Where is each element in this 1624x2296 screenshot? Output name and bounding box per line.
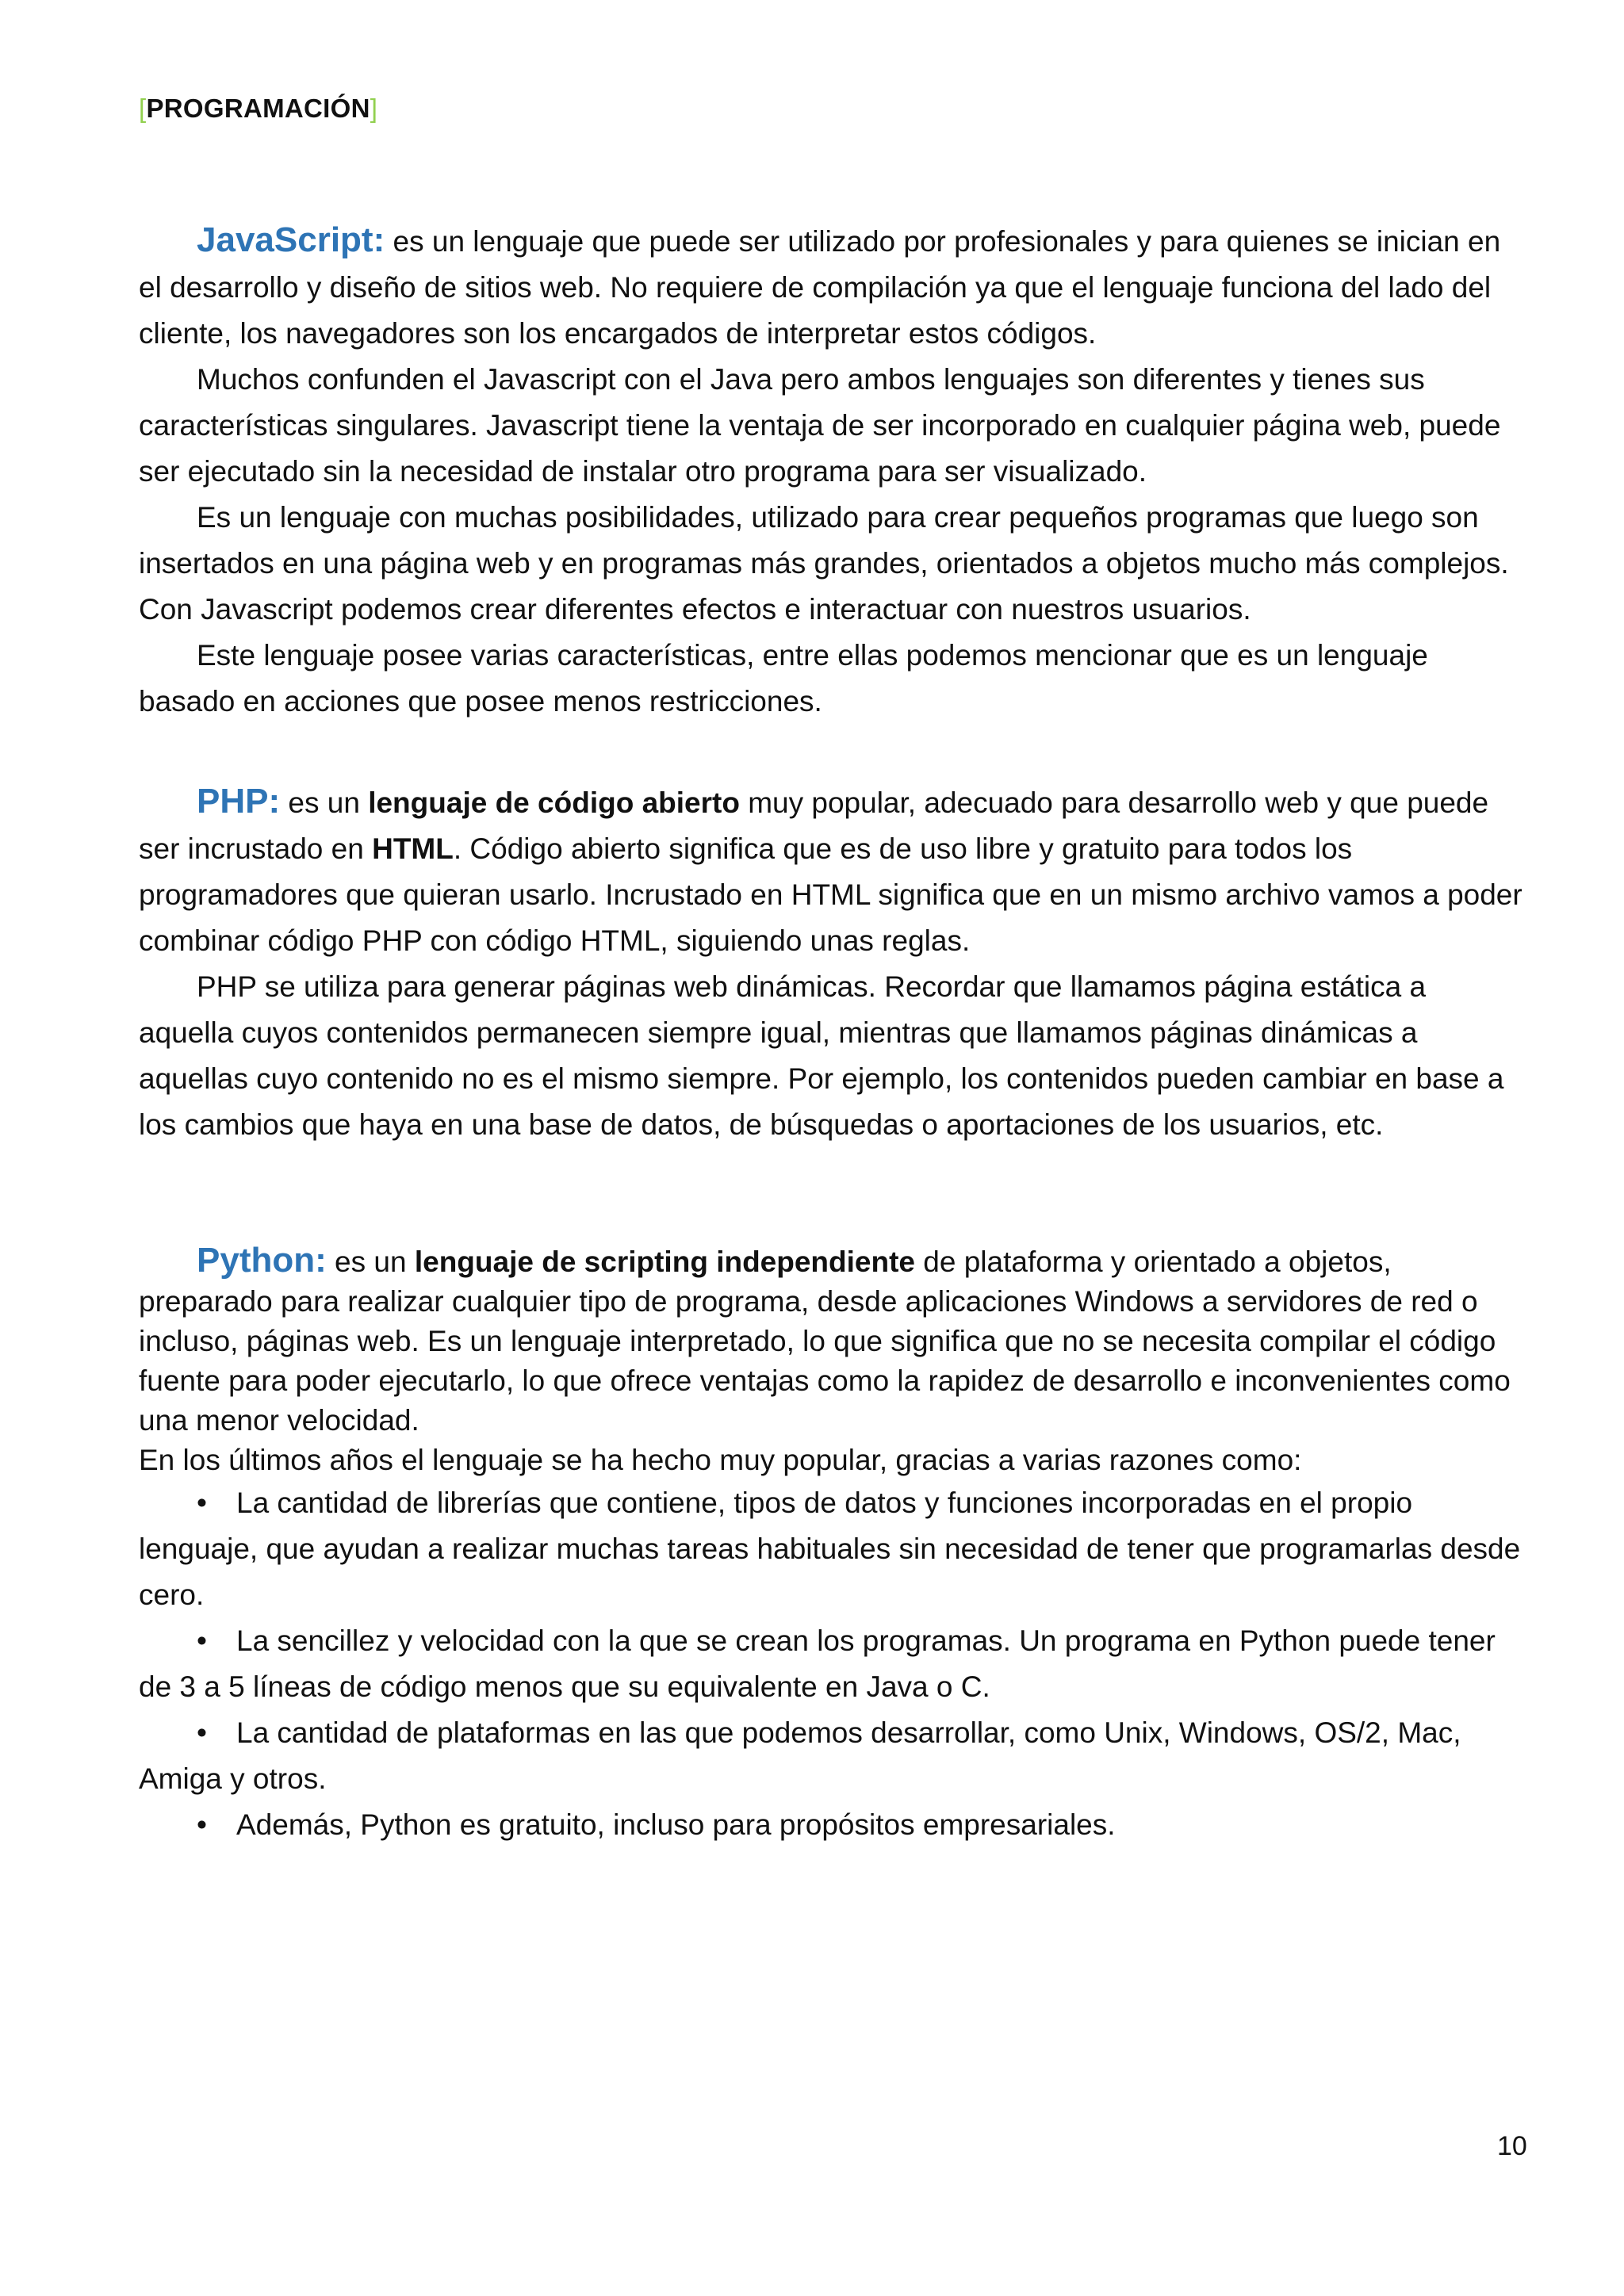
python-bold-scripting: lenguaje de scripting independiente <box>414 1246 915 1278</box>
bullet-icon: • <box>197 1716 207 1749</box>
list-item <box>139 1802 1522 1848</box>
list-item-text: La cantidad de librerías que contiene, tipos de datos y funciones incorporadas en el propio lenguaje, que ayudan a realizar muchas tareas habituales sin necesidad de tener que programarlas desde cero. <box>139 1487 1521 1611</box>
php-p1-text-a: es un <box>280 786 369 819</box>
javascript-section <box>139 217 1522 725</box>
list-item-text: La cantidad de plataformas en las que podemos desarrollar, como Unix, Windows, OS/2, Mac, Amiga y otros. <box>139 1716 1461 1795</box>
php-bold-open-source: lenguaje de código abierto <box>368 786 740 819</box>
header-bracket-close: ] <box>370 94 378 123</box>
php-section <box>139 779 1522 1148</box>
python-p1-text-b: de plataforma y orientado a objetos, preparado para realizar cualquier tipo de programa, desde aplicaciones Windows a servidores de red o incluso, páginas web. Es un lenguaje interpretado, lo que significa que no se necesita compilar el código fuente para poder ejecutarlo, lo que ofrece ventajas como la rapidez de desarrollo e inconvenientes como una menor velocidad. <box>139 1246 1511 1437</box>
php-bold-html: HTML <box>372 832 454 865</box>
php-paragraph-1 <box>139 779 1522 964</box>
python-p1-text-a: es un <box>326 1246 415 1278</box>
list-item-text: La sencillez y velocidad con la que se crean los programas. Un programa en Python puede tener de 3 a 5 líneas de código menos que su equivalente en Java o C. <box>139 1624 1496 1703</box>
list-item <box>139 1618 1522 1710</box>
python-paragraph-1 <box>139 1241 1522 1441</box>
php-p1-text-b: muy popular, adecuado para desarrollo web y que puede ser incrustado en <box>139 786 1489 865</box>
list-item <box>139 1480 1522 1618</box>
python-section <box>139 1241 1522 1848</box>
header-label: PROGRAMACIÓN <box>146 94 370 123</box>
list-item <box>139 1710 1522 1802</box>
javascript-p1-text: es un lenguaje que puede ser utilizado por profesionales y para quienes se inician en el desarrollo y diseño de sitios web. No requiere de compilación ya que el lenguaje funciona del lado del cliente, los navegadores son los encargados de interpretar estos códigos. <box>139 225 1501 350</box>
header-bracket-open: [ <box>139 94 147 123</box>
python-term: Python: <box>197 1241 327 1280</box>
javascript-paragraph-3: Es un lenguaje con muchas posibilidades, utilizado para crear pequeños programas que luego son insertados en una página web y en programas más grandes, orientados a objetos mucho más complejos. Con Javascript podemos crear diferentes efectos e interactuar con nuestros usuarios. <box>139 501 1509 626</box>
php-p1-text-c: . Código abierto significa que es de uso libre y gratuito para todos los programadores que quieran usarlo. Incrustado en HTML significa que en un mismo archivo vamos a poder combinar código PHP con código HTML, siguiendo unas reglas. <box>139 832 1522 957</box>
javascript-term: JavaScript: <box>197 220 385 259</box>
running-header <box>139 94 377 124</box>
python-reasons-list <box>139 1480 1522 1848</box>
javascript-paragraph-2: Muchos confunden el Javascript con el Java pero ambos lenguajes son diferentes y tienes sus características singulares. Javascript tiene la ventaja de ser incorporado en cualquier página web, puede ser ejecutado sin la necesidad de instalar otro programa para ser visualizado. <box>139 363 1501 488</box>
python-paragraph-2: En los últimos años el lenguaje se ha hecho muy popular, gracias a varias razones como: <box>139 1444 1302 1476</box>
php-term: PHP: <box>197 782 281 821</box>
bullet-icon: • <box>197 1624 207 1657</box>
bullet-icon: • <box>197 1487 207 1519</box>
javascript-paragraph-4: Este lenguaje posee varias características, entre ellas podemos mencionar que es un lenguaje basado en acciones que posee menos restricciones. <box>139 639 1428 718</box>
javascript-paragraph-1 <box>139 217 1522 357</box>
page-number: 10 <box>1497 2131 1527 2161</box>
list-item-text: Además, Python es gratuito, incluso para propósitos empresariales. <box>236 1808 1116 1841</box>
php-paragraph-2: PHP se utiliza para generar páginas web dinámicas. Recordar que llamamos página estática a aquella cuyos contenidos permanecen siempre igual, mientras que llamamos páginas dinámicas a aquellas cuyo contenido no es el mismo siempre. Por ejemplo, los contenidos pueden cambiar en base a los cambios que haya en una base de datos, de búsquedas o aportaciones de los usuarios, etc. <box>139 970 1504 1141</box>
bullet-icon: • <box>197 1808 207 1841</box>
